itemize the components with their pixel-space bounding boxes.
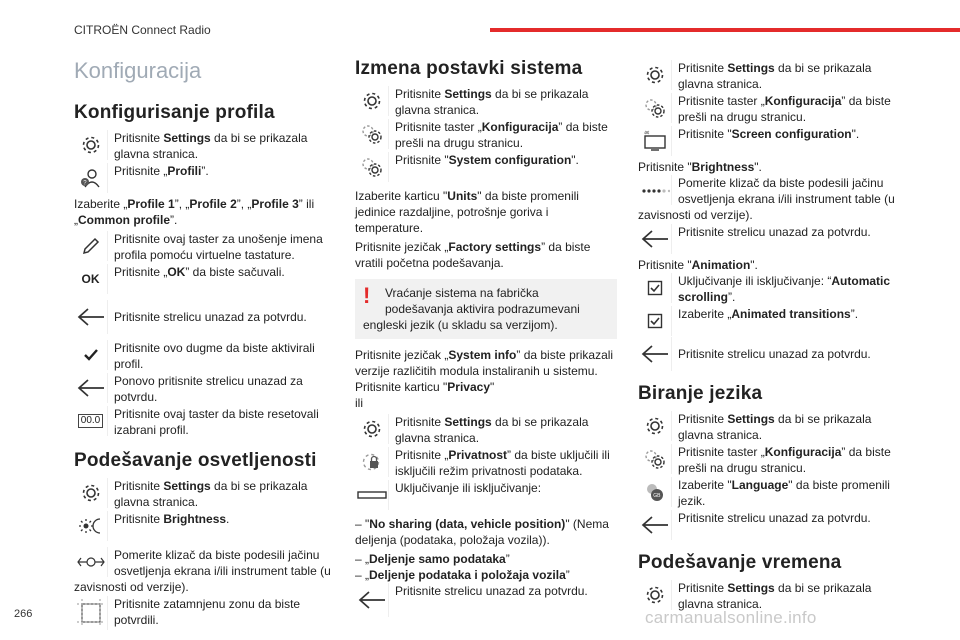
- header-title: CITROËN Connect Radio: [74, 23, 211, 37]
- step-activate: Pritisnite ovo dugme da biste aktivirali profil.: [74, 340, 336, 372]
- step-auto-scroll: Uključivanje ili isključivanje: “Automatic scrolling”.: [638, 273, 900, 305]
- back-arrow-icon[interactable]: [74, 373, 108, 403]
- step-settings-6: Pritisnite Settings da bi se prikazala glavna stranica.: [638, 411, 900, 443]
- step-edit-name: Pritisnite ovaj taster za unošenje imena profila pomoću virtuelne tastature.: [74, 231, 336, 263]
- back-arrow-icon[interactable]: [638, 337, 672, 371]
- step-system-config: Pritisnite "System configuration".: [355, 152, 617, 182]
- checkbox-icon[interactable]: [638, 306, 672, 336]
- factory-settings-text: Pritisnite jezičak „Factory settings” da biste vratili početna podešavanja.: [355, 240, 591, 270]
- step-settings-4: Pritisnite Settings da bi se prikazala glavna stranica.: [355, 414, 617, 446]
- watermark: carmanualsonline.info: [645, 608, 817, 627]
- section-heading-language: Biranje jezika: [638, 383, 763, 404]
- language-flag-icon[interactable]: [638, 477, 672, 507]
- gear-icon[interactable]: [638, 411, 672, 441]
- step-settings: Pritisnite Settings da bi se prikazala glavna stranica.: [74, 130, 336, 162]
- section-heading-system: Izmena postavki sistema: [355, 58, 583, 79]
- back-arrow-icon[interactable]: [638, 510, 672, 540]
- header-accent-bar: [490, 28, 960, 32]
- privacy-option-3: – „Deljenje podataka i položaja vozila”: [355, 568, 570, 582]
- configuration-gears-icon[interactable]: [638, 444, 672, 474]
- step-screen-config: Pritisnite "Screen configuration".: [638, 126, 900, 156]
- step-toggle: Uključivanje ili isključivanje:: [355, 480, 617, 510]
- screen-icon[interactable]: [638, 126, 672, 156]
- step-settings-2: Pritisnite Settings da bi se prikazala glavna stranica.: [74, 478, 336, 510]
- step-configuration: Pritisnite taster „Konfiguracija” da biste prešli na drugu stranicu.: [355, 119, 617, 151]
- configuration-gears-icon[interactable]: [355, 119, 389, 149]
- step-configuration-2: Pritisnite taster „Konfiguracija” da biste prešli na drugu stranicu.: [638, 93, 900, 125]
- dots-slider-icon[interactable]: [638, 175, 672, 205]
- step-ok: OK Pritisnite „OK” da biste sačuvali.: [74, 264, 336, 294]
- step-reset-profile: 00.0 Pritisnite ovaj taster da biste resetovali izabrani profil.: [74, 406, 336, 438]
- step-settings-7: Pritisnite Settings da bi se prikazala glavna stranica.: [638, 580, 900, 612]
- ok-button-icon[interactable]: OK: [74, 264, 108, 294]
- brightness-text: Pritisnite "Brightness".: [638, 160, 762, 174]
- checkbox-icon[interactable]: [638, 273, 672, 303]
- svg-text:?: ?: [82, 180, 87, 187]
- warning-box: ! Vraćanje sistema na fabrička podešavanja aktivira podrazumevani engleski jezik (u skladu sa verzijom).: [355, 279, 617, 339]
- page-number: 266: [14, 608, 33, 620]
- gear-icon[interactable]: [355, 414, 389, 444]
- profile-icon[interactable]: [74, 163, 108, 193]
- step-back-1: Pritisnite strelicu unazad za potvrdu.: [74, 300, 336, 334]
- step-back-2: Ponovo pritisnite strelicu unazad za potvrdu.: [74, 373, 336, 405]
- animation-text: Pritisnite "Animation".: [638, 258, 758, 272]
- step-slider-2: Pomerite klizač da biste podesili jačinu osvetljenja ekrana i/ili instrument table (u zavisnosti od verzije).: [638, 176, 895, 222]
- step-language: GB Izaberite "Language" da biste promenili jezik.: [638, 477, 900, 509]
- gear-icon[interactable]: [74, 478, 108, 508]
- reset-icon[interactable]: 00.0: [74, 406, 108, 436]
- svg-text:GB: GB: [652, 493, 660, 499]
- gear-icon[interactable]: [638, 60, 672, 90]
- checkmark-icon[interactable]: [74, 340, 108, 370]
- step-back-4: Pritisnite strelicu unazad za potvrdu.: [638, 224, 900, 254]
- gear-icon[interactable]: [355, 86, 389, 116]
- step-back-3: – „Deljenje podataka i položaja vozila” Pritisnite strelicu unazad za potvrdu.: [355, 567, 617, 617]
- privacy-lock-icon[interactable]: [355, 447, 389, 477]
- slider-icon[interactable]: [74, 547, 108, 577]
- brightness-icon[interactable]: [74, 511, 108, 541]
- step-back-5: Pritisnite strelicu unazad za potvrdu.: [638, 337, 900, 371]
- section-heading-profiles: Konfigurisanje profila: [74, 102, 275, 123]
- configuration-gears-icon[interactable]: [355, 152, 389, 182]
- dark-zone-icon[interactable]: [74, 596, 108, 630]
- back-arrow-icon[interactable]: [74, 300, 108, 334]
- privacy-option-2: – „Deljenje samo podataka”: [355, 552, 510, 566]
- step-settings-5: Pritisnite Settings da bi se prikazala glavna stranica.: [638, 60, 900, 92]
- warning-icon: !: [363, 283, 371, 308]
- configuration-gears-icon[interactable]: [638, 93, 672, 123]
- gear-icon[interactable]: [74, 130, 108, 160]
- step-brightness: Pritisnite Brightness.: [74, 511, 336, 541]
- step-back-6: Pritisnite strelicu unazad za potvrdu.: [638, 510, 900, 540]
- column-2: [355, 52, 617, 618]
- column-3: [638, 52, 900, 613]
- section-heading-brightness: Podešavanje osvetljenosti: [74, 450, 317, 471]
- step-slider: Pomerite klizač da biste podesili jačinu osvetljenja ekrana i/ili instrument table (u zavisnosti od verzije).: [74, 548, 331, 594]
- toggle-icon[interactable]: [355, 480, 389, 510]
- section-heading-time: Podešavanje vremena: [638, 552, 842, 573]
- step-profiles: ? Pritisnite „Profili”.: [74, 163, 336, 193]
- step-transitions: Izaberite „Animated transitions”.: [638, 306, 900, 336]
- page-title: Konfiguracija: [74, 58, 202, 83]
- step-privacy: Pritisnite „Privatnost” da biste uključili ili isključili režim privatnosti podataka.: [355, 447, 617, 479]
- step-settings-3: Pritisnite Settings da bi se prikazala glavna stranica.: [355, 86, 617, 118]
- system-info-text: Pritisnite jezičak „System info” da biste prikazali verzije različitih modula instaliranih u sistemu. Pritisnite karticu "Privacy" ili: [355, 348, 614, 410]
- pencil-icon[interactable]: [74, 231, 108, 261]
- step-configuration-3: Pritisnite taster „Konfiguracija” da biste prešli na drugu stranicu.: [638, 444, 900, 476]
- back-arrow-icon[interactable]: [355, 583, 389, 617]
- gear-icon[interactable]: [638, 580, 672, 610]
- units-text: Izaberite karticu "Units" da biste promenili jedinice razdaljine, potrošnje goriva i temperature.: [355, 189, 579, 235]
- privacy-option-1: – "No sharing (data, vehicle position)" (Nema deljenja (podataka, položaja vozila)).: [355, 517, 609, 547]
- profile-choice-text: Izaberite „Profile 1”, „Profile 2”, „Profile 3” ili „Common profile”.: [74, 197, 315, 227]
- step-dark-zone: Pritisnite zatamnjenu zonu da biste potvrdili.: [74, 596, 336, 630]
- column-1: [74, 52, 336, 631]
- back-arrow-icon[interactable]: [638, 224, 672, 254]
